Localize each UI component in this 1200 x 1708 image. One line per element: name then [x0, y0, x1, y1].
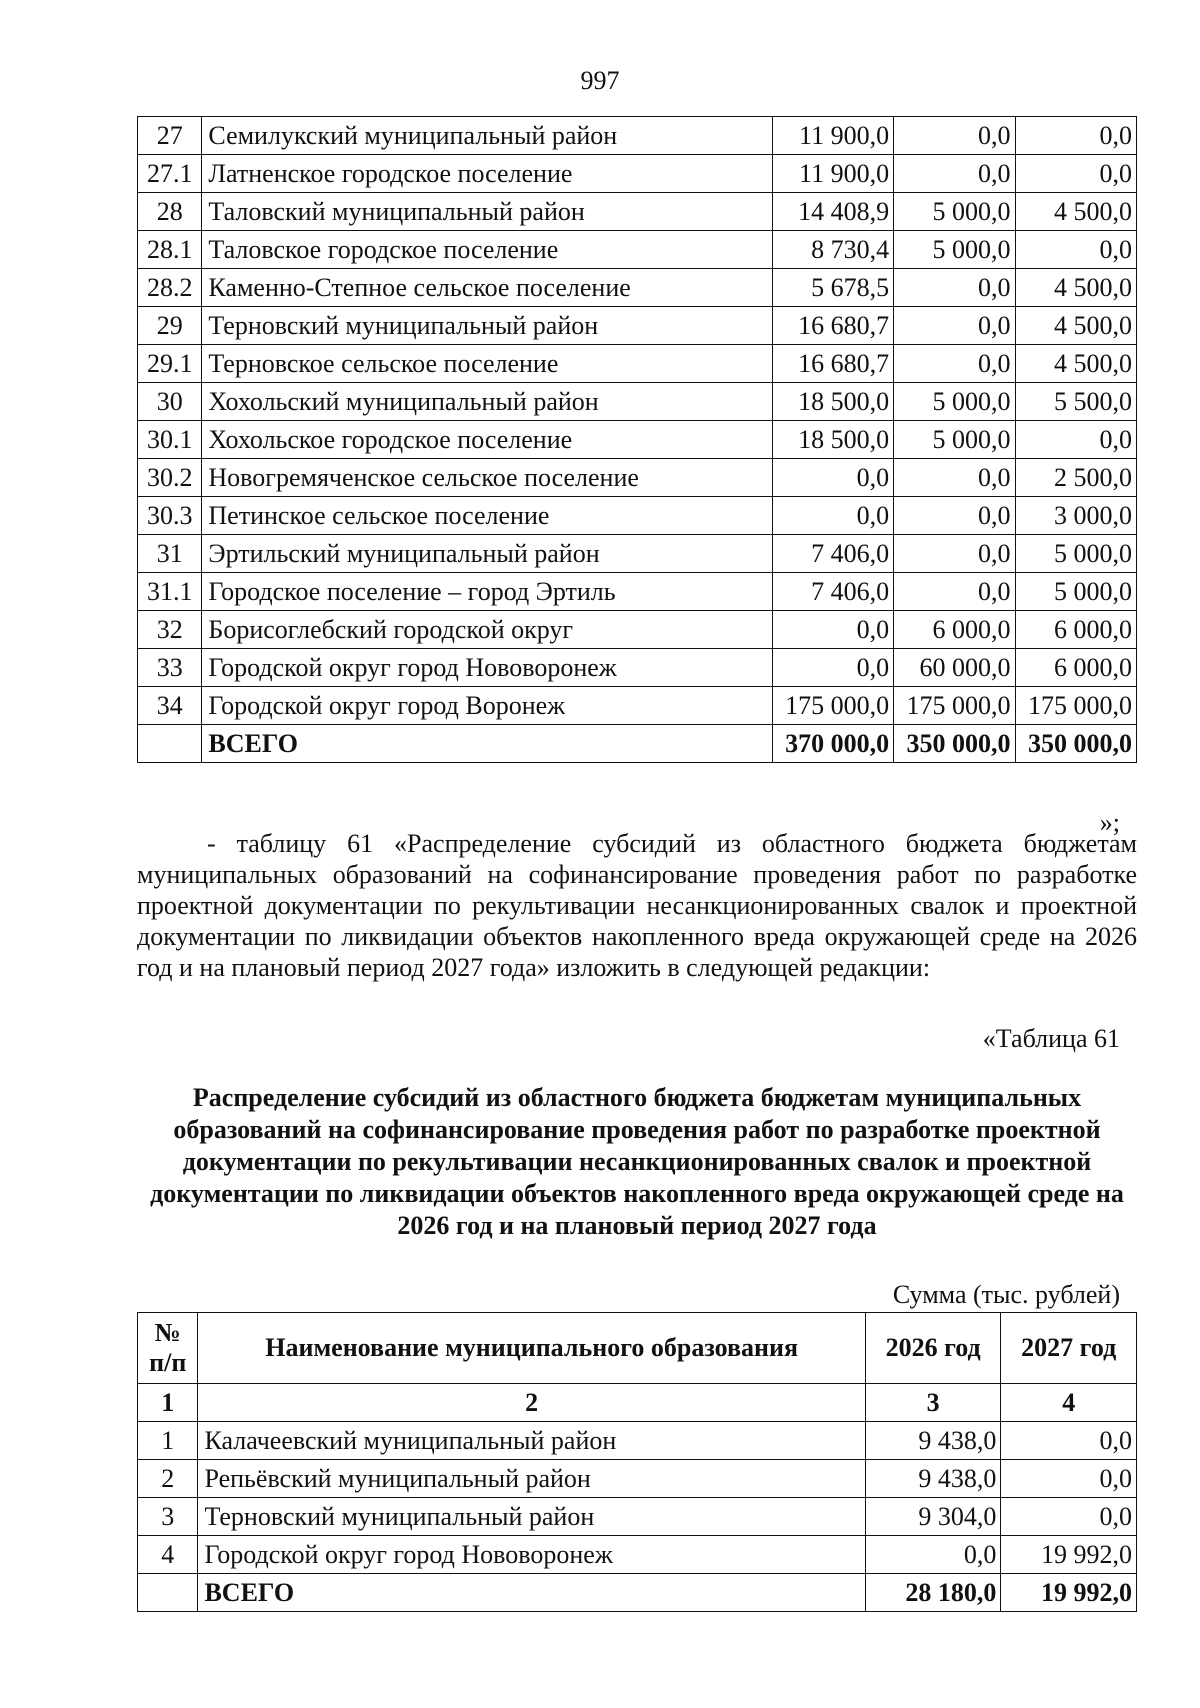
- table-row: [138, 345, 1137, 383]
- row-value-1: 11 900,0: [772, 117, 893, 155]
- row-name: Каменно-Степное сельское поселение: [202, 269, 772, 307]
- row-value-3: 5 000,0: [1015, 535, 1136, 573]
- row-number: 4: [138, 1536, 198, 1574]
- table-row: [138, 687, 1137, 725]
- row-value-2: 175 000,0: [894, 687, 1015, 725]
- total-label: ВСЕГО: [198, 1574, 865, 1612]
- row-value-1: 0,0: [772, 459, 893, 497]
- row-value-3: 4 500,0: [1015, 193, 1136, 231]
- total-empty-cell: [138, 725, 202, 763]
- row-number: 33: [138, 649, 202, 687]
- row-number: 31.1: [138, 573, 202, 611]
- table-61-header-row: [138, 1313, 1137, 1384]
- row-value-1: 7 406,0: [772, 535, 893, 573]
- closing-quote: »;: [1099, 808, 1120, 837]
- row-value-2026: 9 304,0: [865, 1498, 1001, 1536]
- row-value-2027: 0,0: [1001, 1460, 1137, 1498]
- table-61-title: Распределение субсидий из областного бюджета бюджетам муниципальных образований на софинансирование проведения работ по разработке проектной документации по рекультивации несанкционированных свалок и проектной документации по ликвидации объектов накопленного вреда окружающей среде на 2026 год и на плановый период 2027 года: [150, 1083, 1124, 1240]
- colnum-1: 1: [138, 1384, 198, 1422]
- row-value-2: 6 000,0: [894, 611, 1015, 649]
- row-number: 32: [138, 611, 202, 649]
- row-value-3: 4 500,0: [1015, 345, 1136, 383]
- total-value-3: 350 000,0: [1015, 725, 1136, 763]
- row-value-2: 0,0: [894, 155, 1015, 193]
- row-value-1: 0,0: [772, 611, 893, 649]
- table-61-colnum-row: [138, 1384, 1137, 1422]
- row-value-1: 18 500,0: [772, 421, 893, 459]
- row-number: 3: [138, 1498, 198, 1536]
- row-name: Городское поселение – город Эртиль: [202, 573, 772, 611]
- table-row: [138, 1460, 1137, 1498]
- row-value-2: 0,0: [894, 459, 1015, 497]
- row-value-2: 0,0: [894, 117, 1015, 155]
- row-value-2: 5 000,0: [894, 383, 1015, 421]
- total-value-2026: 28 180,0: [865, 1574, 1001, 1612]
- table-row: [138, 307, 1137, 345]
- row-value-1: 7 406,0: [772, 573, 893, 611]
- table-row: [138, 459, 1137, 497]
- table-row: [138, 193, 1137, 231]
- colnum-4: 4: [1001, 1384, 1137, 1422]
- row-name: Терновский муниципальный район: [202, 307, 772, 345]
- table-row: [138, 155, 1137, 193]
- row-name: Терновский муниципальный район: [198, 1498, 865, 1536]
- table-61-body: [138, 1422, 1137, 1612]
- row-number: 27: [138, 117, 202, 155]
- row-value-2: 0,0: [894, 535, 1015, 573]
- row-value-2: 0,0: [894, 345, 1015, 383]
- row-value-2: 5 000,0: [894, 421, 1015, 459]
- row-name: Хохольское городское поселение: [202, 421, 772, 459]
- row-value-1: 16 680,7: [772, 345, 893, 383]
- row-value-3: 0,0: [1015, 421, 1136, 459]
- row-number: 31: [138, 535, 202, 573]
- row-value-1: 14 408,9: [772, 193, 893, 231]
- row-name: Таловское городское поселение: [202, 231, 772, 269]
- row-number: 27.1: [138, 155, 202, 193]
- table-total-row: [138, 1574, 1137, 1612]
- row-value-2027: 19 992,0: [1001, 1536, 1137, 1574]
- row-value-2026: 9 438,0: [865, 1422, 1001, 1460]
- row-value-1: 0,0: [772, 649, 893, 687]
- row-name: Репьёвский муниципальный район: [198, 1460, 865, 1498]
- header-2027: 2027 год: [1001, 1313, 1137, 1384]
- row-value-3: 175 000,0: [1015, 687, 1136, 725]
- row-number: 34: [138, 687, 202, 725]
- total-value-1: 370 000,0: [772, 725, 893, 763]
- total-label: ВСЕГО: [202, 725, 772, 763]
- row-value-1: 175 000,0: [772, 687, 893, 725]
- row-value-1: 16 680,7: [772, 307, 893, 345]
- table-row: [138, 1536, 1137, 1574]
- row-value-3: 0,0: [1015, 155, 1136, 193]
- total-value-2027: 19 992,0: [1001, 1574, 1137, 1612]
- table-60-continuation: [137, 116, 1137, 763]
- row-value-2: 0,0: [894, 269, 1015, 307]
- row-number: 30.2: [138, 459, 202, 497]
- table-row: [138, 269, 1137, 307]
- table-row: [138, 649, 1137, 687]
- amendment-paragraph: - таблицу 61 «Распределение субсидий из областного бюджета бюджетам муниципальных образований на софинансирование проведения работ по разработке проектной документации по рекультивации несанкционированных свалок и проектной документации по ликвидации объектов накопленного вреда окружающей среде на 2026 год и на плановый период 2027 года» изложить в следующей редакции:: [137, 829, 1137, 982]
- row-value-2: 5 000,0: [894, 193, 1015, 231]
- table-row: [138, 573, 1137, 611]
- table-row: [138, 421, 1137, 459]
- table-row: [138, 1498, 1137, 1536]
- row-value-2027: 0,0: [1001, 1422, 1137, 1460]
- total-empty-cell: [138, 1574, 198, 1612]
- colnum-2: 2: [198, 1384, 865, 1422]
- row-value-3: 0,0: [1015, 117, 1136, 155]
- row-value-3: 4 500,0: [1015, 269, 1136, 307]
- row-value-1: 5 678,5: [772, 269, 893, 307]
- page-number: 997: [580, 66, 620, 95]
- table-row: [138, 535, 1137, 573]
- colnum-3: 3: [865, 1384, 1001, 1422]
- row-value-3: 3 000,0: [1015, 497, 1136, 535]
- table-61: [137, 1312, 1137, 1612]
- table-total-row: [138, 725, 1137, 763]
- table-row: [138, 611, 1137, 649]
- table-row: [138, 231, 1137, 269]
- table-row: [138, 117, 1137, 155]
- row-number: 28.1: [138, 231, 202, 269]
- table-row: [138, 497, 1137, 535]
- row-name: Борисоглебский городской округ: [202, 611, 772, 649]
- row-name: Новогремяченское сельское поселение: [202, 459, 772, 497]
- table-row: [138, 1422, 1137, 1460]
- row-name: Таловский муниципальный район: [202, 193, 772, 231]
- row-number: 28: [138, 193, 202, 231]
- row-value-1: 0,0: [772, 497, 893, 535]
- row-value-1: 18 500,0: [772, 383, 893, 421]
- row-name: Семилукский муниципальный район: [202, 117, 772, 155]
- row-value-2027: 0,0: [1001, 1498, 1137, 1536]
- row-number: 28.2: [138, 269, 202, 307]
- header-num: № п/п: [138, 1313, 198, 1384]
- row-value-3: 4 500,0: [1015, 307, 1136, 345]
- header-name: Наименование муниципального образования: [198, 1313, 865, 1384]
- row-value-3: 6 000,0: [1015, 611, 1136, 649]
- row-value-2: 5 000,0: [894, 231, 1015, 269]
- row-value-2026: 0,0: [865, 1536, 1001, 1574]
- row-value-2: 0,0: [894, 573, 1015, 611]
- row-number: 30.1: [138, 421, 202, 459]
- row-value-2: 0,0: [894, 307, 1015, 345]
- row-name: Хохольский муниципальный район: [202, 383, 772, 421]
- table-row: [138, 383, 1137, 421]
- row-name: Эртильский муниципальный район: [202, 535, 772, 573]
- units-label: Сумма (тыс. рублей): [892, 1280, 1120, 1309]
- row-value-3: 5 500,0: [1015, 383, 1136, 421]
- row-number: 30: [138, 383, 202, 421]
- row-value-3: 6 000,0: [1015, 649, 1136, 687]
- row-name: Городской округ город Нововоронеж: [202, 649, 772, 687]
- table-60-body: [138, 117, 1137, 763]
- row-value-2: 0,0: [894, 497, 1015, 535]
- row-value-3: 2 500,0: [1015, 459, 1136, 497]
- row-name: Латненское городское поселение: [202, 155, 772, 193]
- row-name: Терновское сельское поселение: [202, 345, 772, 383]
- row-value-1: 8 730,4: [772, 231, 893, 269]
- row-value-1: 11 900,0: [772, 155, 893, 193]
- row-number: 30.3: [138, 497, 202, 535]
- row-name: Городской округ город Воронеж: [202, 687, 772, 725]
- total-value-2: 350 000,0: [894, 725, 1015, 763]
- row-number: 29.1: [138, 345, 202, 383]
- row-value-3: 5 000,0: [1015, 573, 1136, 611]
- row-number: 29: [138, 307, 202, 345]
- row-name: Калачеевский муниципальный район: [198, 1422, 865, 1460]
- row-name: Петинское сельское поселение: [202, 497, 772, 535]
- row-value-2: 60 000,0: [894, 649, 1015, 687]
- row-number: 2: [138, 1460, 198, 1498]
- table-61-label: «Таблица 61: [982, 1024, 1120, 1053]
- row-number: 1: [138, 1422, 198, 1460]
- row-value-3: 0,0: [1015, 231, 1136, 269]
- header-2026: 2026 год: [865, 1313, 1001, 1384]
- row-name: Городской округ город Нововоронеж: [198, 1536, 865, 1574]
- row-value-2026: 9 438,0: [865, 1460, 1001, 1498]
